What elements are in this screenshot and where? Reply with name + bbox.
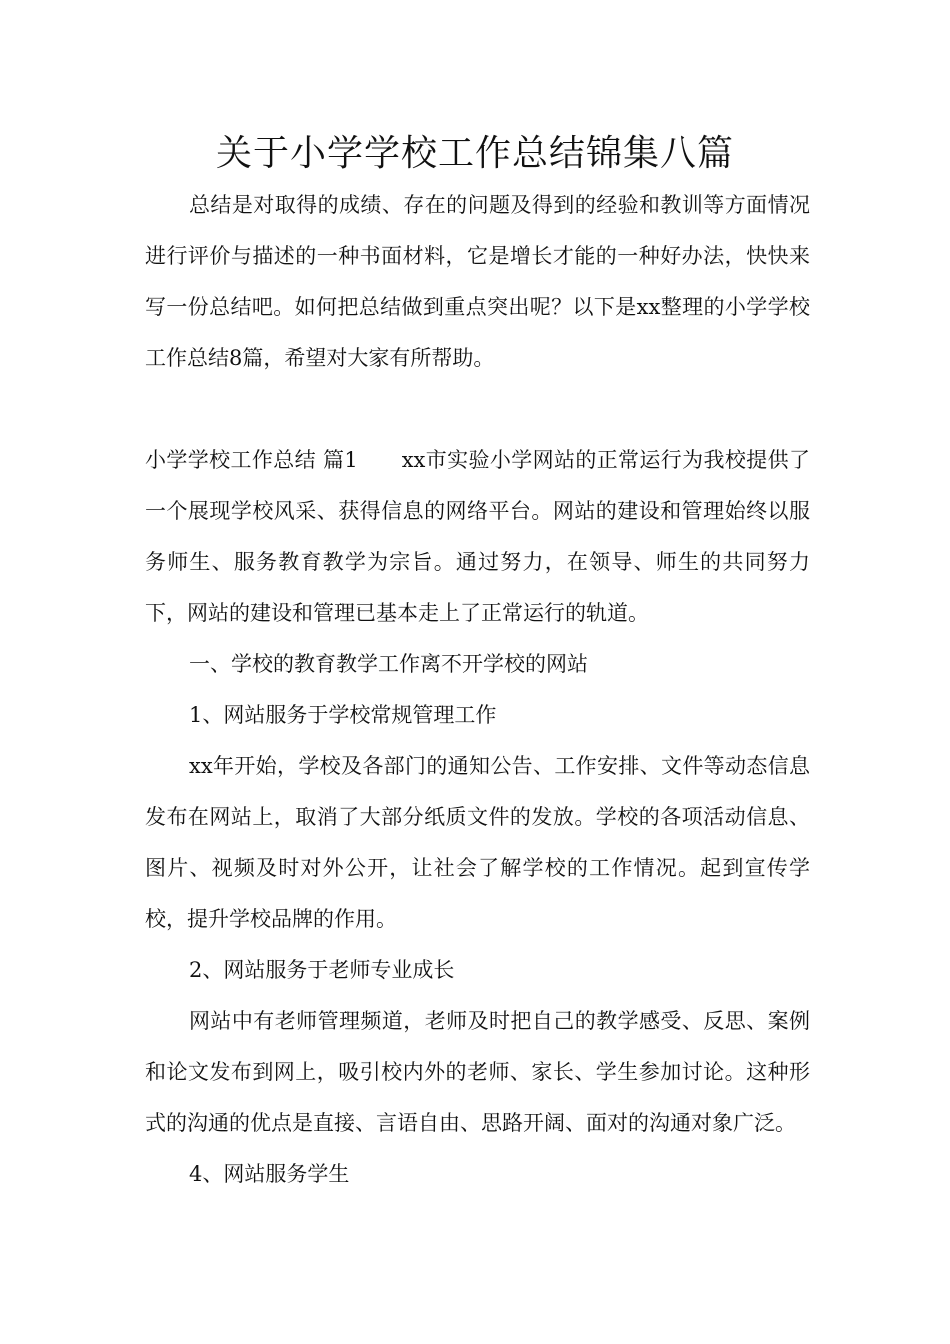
intro-paragraph: 总结是对取得的成绩、存在的问题及得到的经验和教训等方面情况进行评价与描述的一种书面材料，它是增长才能的一种好办法，快快来写一份总结吧。如何把总结做到重点突出呢？以下是xx整理的小学学校工作总结8篇，希望对大家有所帮助。	[145, 193, 810, 370]
item2-paragraph: 网站中有老师管理频道，老师及时把自己的教学感受、反思、案例和论文发布到网上，吸引校内外的老师、家长、学生参加讨论。这种形式的沟通的优点是直接、言语自由、思路开阔、面对的沟通对象广泛。	[145, 1009, 810, 1135]
section1-text: xx市实验小学网站的正常运行为我校提供了一个展现学校风采、获得信息的网络平台。网站的建设和管理始终以服务师生、服务教育教学为宗旨。通过努力，在领导、师生的共同努力下，网站的建设和管理已基本走上了正常运行的轨道。	[145, 448, 810, 625]
document-title: 关于小学学校工作总结锦集八篇	[215, 133, 734, 174]
item1-heading: 1、网站服务于学校常规管理工作	[189, 703, 497, 727]
section1-heading: 小学学校工作总结 篇1	[145, 448, 358, 472]
document-body	[145, 180, 810, 1200]
part1-heading: 一、学校的教育教学工作离不开学校的网站	[189, 652, 588, 676]
item1-paragraph: xx年开始，学校及各部门的通知公告、工作安排、文件等动态信息发布在网站上，取消了大部分纸质文件的发放。学校的各项活动信息、图片、视频及时对外公开，让社会了解学校的工作情况。起到宣传学校，提升学校品牌的作用。	[145, 754, 810, 931]
item2-heading: 2、网站服务于老师专业成长	[189, 958, 455, 982]
section1-paragraph	[145, 435, 810, 639]
blank-line	[145, 384, 810, 435]
item4-heading: 4、网站服务学生	[189, 1162, 350, 1186]
